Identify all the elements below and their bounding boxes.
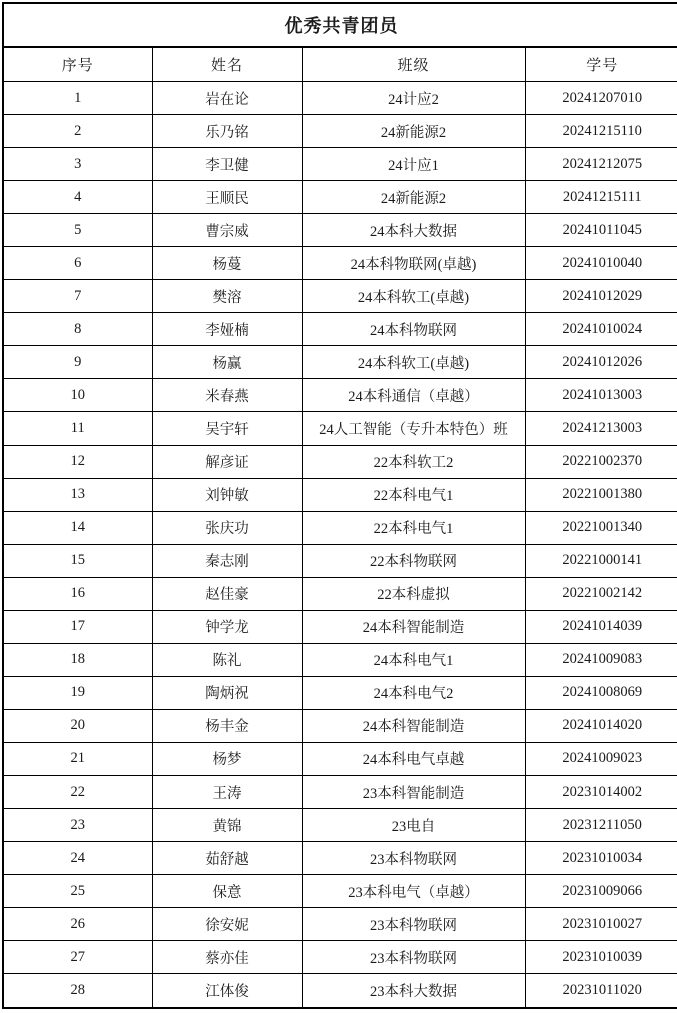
cell-name: 黄锦 [152,809,302,842]
cell-seq: 3 [3,148,152,181]
table-row [3,115,677,148]
cell-name: 杨丰金 [152,709,302,742]
cell-student-id: 20231011020 [525,974,677,1008]
cell-class: 22本科物联网 [302,544,525,577]
cell-name: 曹宗威 [152,214,302,247]
cell-name: 张庆功 [152,511,302,544]
table-row [3,544,677,577]
cell-name: 江体俊 [152,974,302,1008]
table-row [3,82,677,115]
cell-student-id: 20241014020 [525,709,677,742]
cell-student-id: 20241010040 [525,247,677,280]
cell-name: 蔡亦佳 [152,941,302,974]
table-row [3,478,677,511]
cell-student-id: 20241212075 [525,148,677,181]
cell-student-id: 20241215111 [525,181,677,214]
cell-name: 岩在论 [152,82,302,115]
table-title: 优秀共青团员 [3,3,677,47]
table-row [3,313,677,346]
cell-student-id: 20231009066 [525,875,677,908]
cell-student-id: 20221001380 [525,478,677,511]
cell-name: 茹舒越 [152,842,302,875]
cell-seq: 15 [3,544,152,577]
table-row [3,148,677,181]
title-row [3,3,677,47]
cell-name: 杨蔓 [152,247,302,280]
cell-class: 24本科智能制造 [302,709,525,742]
cell-seq: 8 [3,313,152,346]
cell-name: 樊溶 [152,280,302,313]
cell-seq: 7 [3,280,152,313]
table-row [3,676,677,709]
cell-student-id: 20241012029 [525,280,677,313]
cell-name: 李娅楠 [152,313,302,346]
table-body [3,82,677,1009]
cell-class: 22本科虚拟 [302,577,525,610]
cell-name: 钟学龙 [152,610,302,643]
cell-name: 吴宇轩 [152,412,302,445]
table-row [3,511,677,544]
cell-student-id: 20241009023 [525,742,677,775]
roster-table [2,2,677,1009]
cell-student-id: 20231211050 [525,809,677,842]
table-row [3,742,677,775]
cell-student-id: 20221002142 [525,577,677,610]
table-row [3,214,677,247]
cell-seq: 17 [3,610,152,643]
cell-student-id: 20231010027 [525,908,677,941]
cell-class: 22本科电气1 [302,478,525,511]
cell-seq: 21 [3,742,152,775]
table-row [3,379,677,412]
cell-seq: 28 [3,974,152,1008]
cell-class: 23本科物联网 [302,842,525,875]
cell-seq: 1 [3,82,152,115]
cell-seq: 4 [3,181,152,214]
cell-student-id: 20241011045 [525,214,677,247]
cell-class: 23本科物联网 [302,908,525,941]
header-row [3,47,677,82]
cell-seq: 23 [3,809,152,842]
cell-seq: 24 [3,842,152,875]
cell-name: 王涛 [152,775,302,808]
cell-seq: 22 [3,775,152,808]
cell-class: 24人工智能（专升本特色）班 [302,412,525,445]
cell-name: 乐乃铭 [152,115,302,148]
cell-seq: 18 [3,643,152,676]
table-row [3,610,677,643]
table-row [3,941,677,974]
table-row [3,445,677,478]
cell-seq: 25 [3,875,152,908]
cell-student-id: 20231014002 [525,775,677,808]
cell-class: 24本科软工(卓越) [302,346,525,379]
cell-student-id: 20241207010 [525,82,677,115]
column-header-name: 姓名 [152,47,302,82]
cell-class: 24本科电气卓越 [302,742,525,775]
cell-class: 24本科通信（卓越） [302,379,525,412]
cell-name: 陈礼 [152,643,302,676]
table-row [3,412,677,445]
cell-class: 23电自 [302,809,525,842]
cell-student-id: 20241014039 [525,610,677,643]
cell-class: 24本科电气2 [302,676,525,709]
cell-class: 24本科物联网(卓越) [302,247,525,280]
cell-name: 杨赢 [152,346,302,379]
cell-name: 王顺民 [152,181,302,214]
column-header-student-id: 学号 [525,47,677,82]
table-row [3,247,677,280]
cell-name: 徐安妮 [152,908,302,941]
cell-class: 24新能源2 [302,181,525,214]
cell-class: 22本科电气1 [302,511,525,544]
table-row [3,577,677,610]
cell-student-id: 20231010034 [525,842,677,875]
cell-seq: 12 [3,445,152,478]
cell-class: 24本科物联网 [302,313,525,346]
cell-seq: 2 [3,115,152,148]
table-row [3,643,677,676]
column-header-class: 班级 [302,47,525,82]
table-row [3,908,677,941]
cell-class: 24本科大数据 [302,214,525,247]
cell-seq: 14 [3,511,152,544]
cell-name: 陶炳祝 [152,676,302,709]
cell-name: 杨梦 [152,742,302,775]
cell-student-id: 20221002370 [525,445,677,478]
cell-class: 24本科电气1 [302,643,525,676]
cell-class: 24新能源2 [302,115,525,148]
cell-name: 秦志刚 [152,544,302,577]
cell-class: 23本科智能制造 [302,775,525,808]
cell-name: 米春燕 [152,379,302,412]
cell-student-id: 20221000141 [525,544,677,577]
cell-student-id: 20241213003 [525,412,677,445]
cell-student-id: 20241008069 [525,676,677,709]
table-row [3,709,677,742]
cell-seq: 11 [3,412,152,445]
cell-class: 24本科智能制造 [302,610,525,643]
cell-class: 24计应1 [302,148,525,181]
cell-seq: 13 [3,478,152,511]
cell-class: 23本科大数据 [302,974,525,1008]
cell-seq: 27 [3,941,152,974]
table-row [3,842,677,875]
document-page [0,2,677,1013]
table-row [3,775,677,808]
cell-seq: 19 [3,676,152,709]
cell-name: 解彦证 [152,445,302,478]
cell-name: 刘钟敏 [152,478,302,511]
cell-seq: 20 [3,709,152,742]
cell-student-id: 20241010024 [525,313,677,346]
table-row [3,181,677,214]
cell-student-id: 20241009083 [525,643,677,676]
table-row [3,809,677,842]
cell-class: 23本科电气（卓越） [302,875,525,908]
cell-name: 保意 [152,875,302,908]
table-row [3,875,677,908]
cell-student-id: 20241012026 [525,346,677,379]
cell-name: 赵佳豪 [152,577,302,610]
table-row [3,346,677,379]
cell-student-id: 20241013003 [525,379,677,412]
cell-class: 24计应2 [302,82,525,115]
table-row [3,280,677,313]
cell-class: 24本科软工(卓越) [302,280,525,313]
cell-name: 李卫健 [152,148,302,181]
cell-student-id: 20241215110 [525,115,677,148]
cell-seq: 16 [3,577,152,610]
cell-class: 22本科软工2 [302,445,525,478]
cell-student-id: 20231010039 [525,941,677,974]
table-row [3,974,677,1008]
cell-seq: 9 [3,346,152,379]
cell-class: 23本科物联网 [302,941,525,974]
cell-student-id: 20221001340 [525,511,677,544]
cell-seq: 10 [3,379,152,412]
cell-seq: 26 [3,908,152,941]
column-header-seq: 序号 [3,47,152,82]
cell-seq: 5 [3,214,152,247]
cell-seq: 6 [3,247,152,280]
